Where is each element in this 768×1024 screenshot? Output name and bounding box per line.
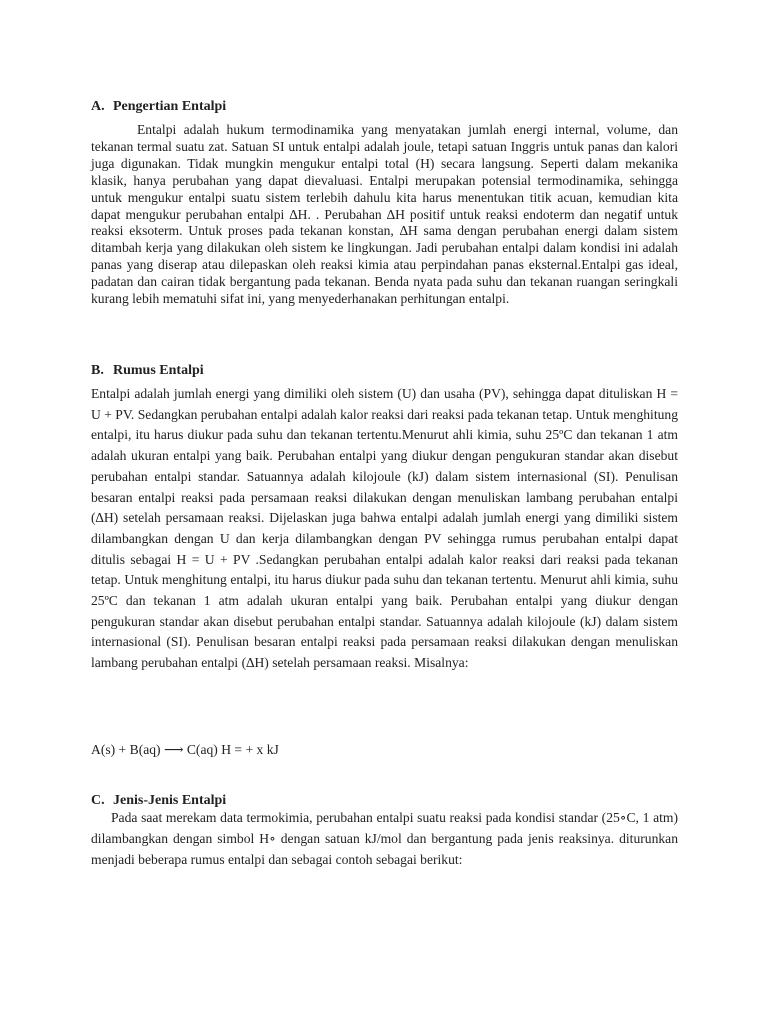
- section-a-letter: A.: [91, 99, 105, 114]
- section-c-letter: C.: [91, 793, 105, 808]
- section-b-heading: [91, 362, 204, 380]
- section-a-heading: [91, 98, 226, 116]
- section-a-text: Entalpi adalah hukum termodinamika yang menyatakan jumlah energi internal, volume, dan tekanan termal suatu zat. Satuan SI untuk entalpi adalah joule, tetapi satuan Inggris untuk panas dan kalori juga digunakan. Tidak mungkin mengukur entalpi total (H) secara langsung. Seperti dalam mekanika klasik, hanya perubahan yang dapat dievaluasi. Entalpi merupakan potensial termodinamika, sehingga untuk mengukur entalpi suatu sistem terlebih dahulu kita harus menentukan titik acuan, kemudian kita dapat mengukur perubahan entalpi ∆H. . Perubahan ∆H positif untuk reaksi endoterm dan negatif untuk reaksi eksoterm. Untuk proses pada tekanan konstan, ∆H sama dengan perubahan energi dalam sistem ditambah kerja yang dilakukan oleh sistem ke lingkungan. Jadi perubahan entalpi dalam kondisi ini adalah panas yang diserap atau dilepaskan oleh reaksi kimia atau perpindahan panas eksternal.Entalpi gas ideal, padatan dan cairan tidak bergantung pada tekanan. Benda nyata pada suhu dan tekanan ruangan seringkali kurang lebih mematuhi sifat ini, yang menyederhanakan perhitungan entalpi.: [91, 122, 678, 307]
- section-a-paragraph: [91, 122, 678, 308]
- section-c-title: Jenis-Jenis Entalpi: [113, 793, 227, 808]
- section-c-text: Pada saat merekam data termokimia, perubahan entalpi suatu reaksi pada kondisi standar (25∘C, 1 atm) dilambangkan dengan simbol H∘ dengan satuan kJ/mol dan bergantung pada jenis reaksinya. diturunkan menjadi beberapa rumus entalpi dan sebagai contoh sebagai berikut:: [91, 810, 678, 867]
- section-b-text: Entalpi adalah jumlah energi yang dimiliki oleh sistem (U) dan usaha (PV), sehingga dapat dituliskan H = U + PV. Sedangkan perubahan entalpi adalah kalor reaksi dari reaksi pada tekanan tetap. Untuk menghitung entalpi, itu harus diukur pada suhu dan tekanan tertentu.Menurut ahli kimia, suhu 25ºC dan tekanan 1 atm adalah ukuran entalpi yang baik. Perubahan entalpi yang diukur dengan pengukuran standar akan disebut perubahan entalpi standar. Satuannya adalah kilojoule (kJ) dalam sistem internasional (SI). Penulisan besaran entalpi reaksi pada persamaan reaksi dilakukan dengan menuliskan lambang perubahan entalpi (∆H) setelah persamaan reaksi. Dijelaskan juga bahwa entalpi adalah jumlah energi yang dimiliki sistem dilambangkan dengan U dan kerja dilambangkan dengan PV sehingga rumus perubahan entalpi dapat ditulis sebagai H = U + PV .Sedangkan perubahan entalpi adalah kalor reaksi dari reaksi pada tekanan tetap. Untuk menghitung entalpi, itu harus diukur pada suhu dan tekanan tertentu. Menurut ahli kimia, suhu 25ºC dan tekanan 1 atm adalah ukuran entalpi yang baik. Perubahan entalpi yang diukur dengan pengukuran standar akan disebut perubahan entalpi standar. Satuannya adalah kilojoule (kJ) dalam sistem internasional (SI). Penulisan besaran entalpi reaksi pada persamaan reaksi dilakukan dengan menuliskan lambang perubahan entalpi (∆H) setelah persamaan reaksi. Misalnya:: [91, 386, 678, 671]
- section-b-paragraph: [91, 384, 678, 674]
- section-b-title: Rumus Entalpi: [113, 363, 204, 378]
- section-c-paragraph: [91, 807, 678, 870]
- reaction-formula: A(s) + B(aq) ⟶ C(aq) H = + x kJ: [91, 742, 279, 757]
- section-b-letter: B.: [91, 363, 104, 378]
- section-a-title: Pengertian Entalpi: [113, 99, 227, 114]
